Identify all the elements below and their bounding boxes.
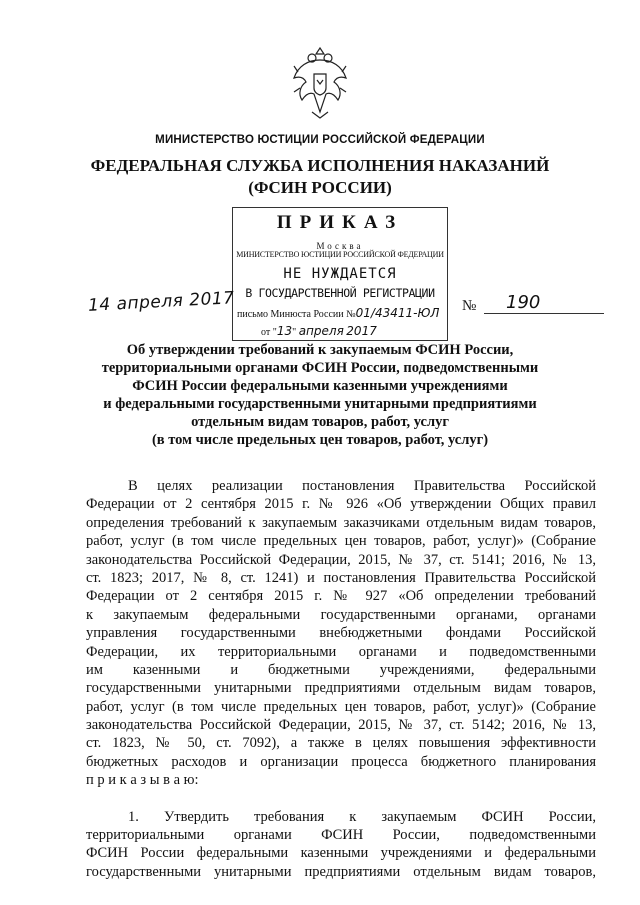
stamp-date-day: 13 <box>276 324 293 338</box>
stamp-date-year: 2017 <box>346 324 377 338</box>
body-line: определения требований к закупаемым заказчиками отдельным видам товаров, <box>86 514 596 531</box>
body-line: работ, услуг (в том числе предельных цен товаров, работ, услуг)» (Собрание <box>86 533 596 550</box>
ministry-name: МИНИСТЕРСТВО ЮСТИЦИИ РОССИЙСКОЙ ФЕДЕРАЦИИ <box>155 134 485 146</box>
coat-of-arms-emblem <box>290 42 350 122</box>
order-number-value: 190 <box>484 292 604 314</box>
stamp-date-mid: " <box>292 327 297 338</box>
body-line: им казенными и бюджетными учреждениями, федеральными <box>86 661 596 678</box>
stamp-status: НЕ НУЖДАЕТСЯ <box>283 266 397 282</box>
order-heading: ПРИКАЗ <box>276 212 404 233</box>
title-line: ФСИН России федеральными казенными учреждениями <box>132 378 508 394</box>
body-line: ст. 1823; 2017, № 8, ст. 1241) и постановления Правительства Российской <box>86 569 596 586</box>
title-line: территориальными органами ФСИН России, подведомственными <box>101 360 539 376</box>
stamp-ministry: МИНИСТЕРСТВО ЮСТИЦИИ РОССИЙСКОЙ ФЕДЕРАЦИИ <box>236 250 444 259</box>
body-line: В целях реализации постановления Правительства Российской <box>128 478 596 494</box>
stamp-date-prefix: от " <box>261 327 277 338</box>
order-body <box>86 477 596 881</box>
title-line: и федеральными государственными унитарными предприятиями <box>103 396 537 412</box>
body-line: государственными унитарными предприятиями отдельным видам товаров, <box>86 680 596 697</box>
title-line: отдельным видам товаров, работ, услуг <box>191 414 449 430</box>
service-abbreviation: (ФСИН РОССИИ) <box>248 178 392 197</box>
title-line: Об утверждении требований к закупаемым ФСИН России, <box>126 342 514 358</box>
stamp-date-month: апреля <box>298 324 344 338</box>
registration-stamp <box>232 207 448 341</box>
service-name-line: ФЕДЕРАЛЬНАЯ СЛУЖБА ИСПОЛНЕНИЯ НАКАЗАНИЙ <box>90 156 550 175</box>
body-line: Федерации от 2 сентября 2015 г. № 926 «Об утверждении Общих правил <box>86 496 596 513</box>
body-line: управления государственными внебюджетными фондами Российской <box>86 625 596 642</box>
stamp-letter-prefix: письмо Минюста России № <box>237 309 356 320</box>
paragraph-gap <box>86 790 596 808</box>
body-line: бюджетных расходов и организации процесса бюджетного планирования <box>86 753 596 770</box>
title-line: (в том числе предельных цен товаров, работ, услуг) <box>151 432 489 448</box>
body-line: Федерации, их территориальными органами и подведомственными <box>86 643 596 660</box>
body-line: законодательства Российской Федерации, 2015, № 37, ст. 5141; 2016, № 13, <box>86 551 596 568</box>
stamp-registration: В ГОСУДАРСТВЕННОЙ РЕГИСТРАЦИИ <box>245 286 435 300</box>
order-number-label: № <box>462 298 477 314</box>
body-line: работ, услуг (в том числе предельных цен товаров, работ, услуг)» (Собрание <box>86 698 596 715</box>
body-line: к закупаемым федеральными государственными органами, органами <box>86 606 596 623</box>
stamp-letter-number: 01/43411-ЮЛ <box>355 306 440 320</box>
stamp-letter <box>237 306 439 320</box>
point-line: территориальными органами ФСИН России, подведомственными <box>86 827 596 844</box>
body-line-order-word: п р и к а з ы в а ю: <box>86 772 199 789</box>
service-name <box>0 155 640 199</box>
stamp-date <box>261 324 377 338</box>
point-line: ФСИН России федеральными казенными учреждениями и федеральными <box>86 845 596 862</box>
body-line: законодательства Российской Федерации, 2015, № 37, ст. 5142; 2016, № 13, <box>86 717 596 734</box>
body-line: Федерации от 2 сентября 2015 г. № 927 «Об определении требований <box>86 588 596 605</box>
point-line: государственными унитарными предприятиями отдельным видам товаров, <box>86 863 596 880</box>
city-label: Москва <box>316 241 364 251</box>
point-line: 1. Утвердить требования к закупаемым ФСИН России, <box>128 808 596 825</box>
order-date-handwritten: 14 апреля 2017 <box>87 288 236 316</box>
body-line: ст. 1823, № 50, ст. 7092), а также в целях повышения эффективности <box>86 735 596 752</box>
order-title <box>40 341 600 449</box>
